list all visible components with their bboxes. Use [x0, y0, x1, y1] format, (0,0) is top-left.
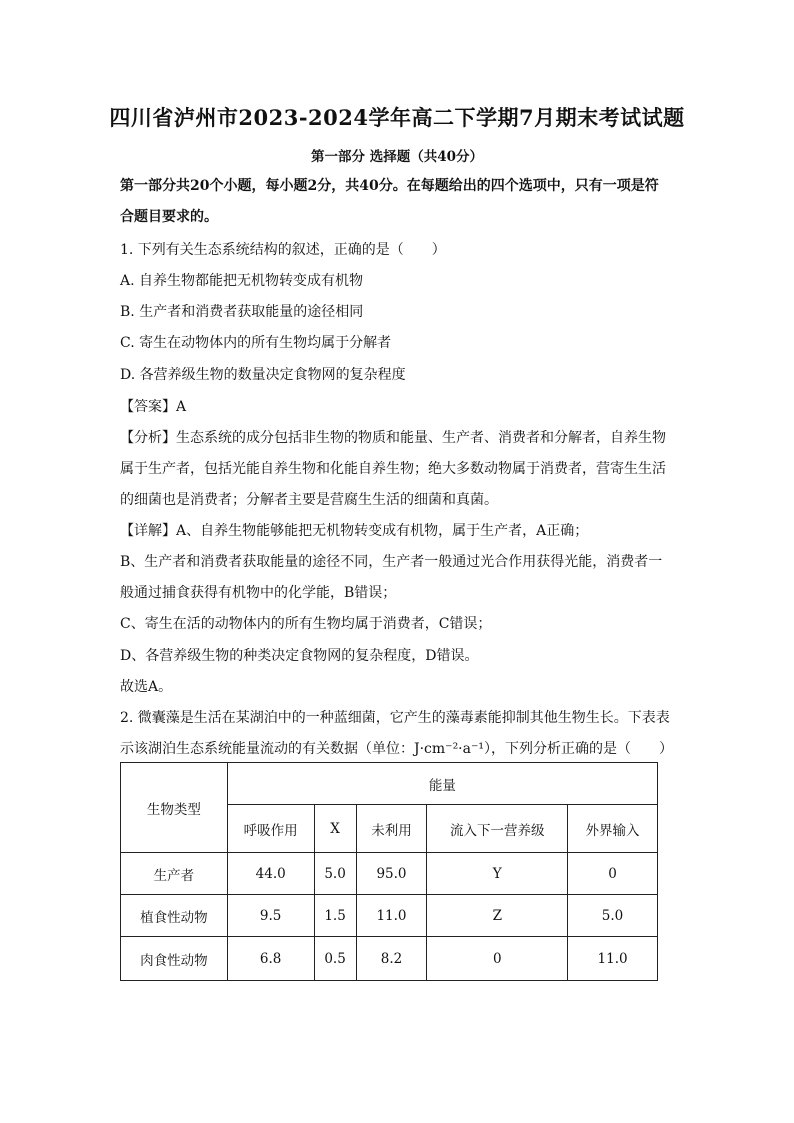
- table-cell: 11.0: [356, 895, 427, 937]
- table-header-row: [121, 763, 658, 805]
- table-header-x: X: [314, 805, 356, 853]
- table-header-next-level: 流入下一营养级: [427, 805, 568, 853]
- table-row: [121, 937, 658, 981]
- table-cell: 11.0: [568, 937, 658, 981]
- table-header-organism-type: 生物类型: [121, 763, 228, 853]
- question-1-analysis-line-2: 属于生产者，包括光能自养生物和化能自养生物；绝大多数动物属于消费者，营寄生生活: [120, 461, 666, 477]
- table-cell: 1.5: [314, 895, 356, 937]
- table-header-respiration: 呼吸作用: [227, 805, 314, 853]
- table-cell: 0: [568, 853, 658, 895]
- question-1-analysis-line-3: 的细菌也是消费者；分解者主要是营腐生生活的细菌和真菌。: [120, 492, 498, 508]
- question-1-detail-line-3: 般通过捕食获得有机物中的化学能，B错误；: [120, 585, 397, 601]
- table-cell: 95.0: [356, 853, 427, 895]
- table-cell: 6.8: [227, 937, 314, 981]
- question-1-stem: 1. 下列有关生态系统结构的叙述，正确的是（ ）: [120, 242, 446, 258]
- question-1-answer: 【答案】A: [120, 399, 187, 415]
- table-cell: Z: [427, 895, 568, 937]
- table-header-unused: 未利用: [356, 805, 427, 853]
- table-cell: Y: [427, 853, 568, 895]
- document-title: 四川省泸州市2023-2024学年高二下学期7月期末考试试题: [109, 105, 685, 130]
- table-row: [121, 853, 658, 895]
- table-row-label: 植食性动物: [121, 895, 228, 937]
- question-2-stem-line-2: 示该湖泊生态系统能量流动的有关数据（单位：J·cm⁻²·a⁻¹），下列分析正确的是（ ）: [120, 741, 673, 757]
- table-cell: 5.0: [568, 895, 658, 937]
- table-row-label: 生产者: [121, 853, 228, 895]
- table-cell: 44.0: [227, 853, 314, 895]
- table-cell: 5.0: [314, 853, 356, 895]
- table-row-label: 肉食性动物: [121, 937, 228, 981]
- question-1-detail-line-1: 【详解】A、自养生物能够能把无机物转变成有机物，属于生产者，A正确；: [120, 523, 589, 539]
- table-header-external-input: 外界输入: [568, 805, 658, 853]
- section-heading: 第一部分 选择题（共40分）: [311, 149, 483, 165]
- table-cell: 0: [427, 937, 568, 981]
- question-2-stem-line-1: 2. 微囊藻是生活在某湖泊中的一种蓝细菌，它产生的藻毒素能抑制其他生物生长。下表表: [120, 710, 670, 726]
- section-instructions-line-1: 第一部分共20个小题，每小题2分，共40分。在每题给出的四个选项中，只有一项是符: [120, 178, 659, 194]
- question-1-detail-line-2: B、生产者和消费者获取能量的途径不同，生产者一般通过光合作用获得光能，消费者一: [120, 554, 663, 570]
- table-cell: 8.2: [356, 937, 427, 981]
- energy-flow-table: [120, 762, 658, 981]
- question-1-option-a: A. 自养生物都能把无机物转变成有机物: [120, 273, 364, 289]
- table-row: [121, 895, 658, 937]
- question-1-option-b: B. 生产者和消费者获取能量的途径相同: [120, 304, 364, 320]
- question-1-analysis-line-1: 【分析】生态系统的成分包括非生物的物质和能量、生产者、消费者和分解者，自养生物: [120, 430, 666, 446]
- table-header-energy: 能量: [227, 763, 657, 805]
- question-1-option-d: D. 各营养级生物的数量决定食物网的复杂程度: [120, 367, 406, 383]
- question-1-detail-line-4: C、寄生在活的动物体内的所有生物均属于消费者，C错误；: [120, 616, 492, 632]
- question-1-conclusion: 故选A。: [120, 679, 173, 695]
- section-instructions-line-2: 合题目要求的。: [120, 209, 218, 225]
- question-1-option-c: C. 寄生在动物体内的所有生物均属于分解者: [120, 335, 392, 351]
- table-cell: 0.5: [314, 937, 356, 981]
- table-cell: 9.5: [227, 895, 314, 937]
- question-1-detail-line-5: D、各营养级生物的种类决定食物网的复杂程度，D错误。: [120, 648, 479, 664]
